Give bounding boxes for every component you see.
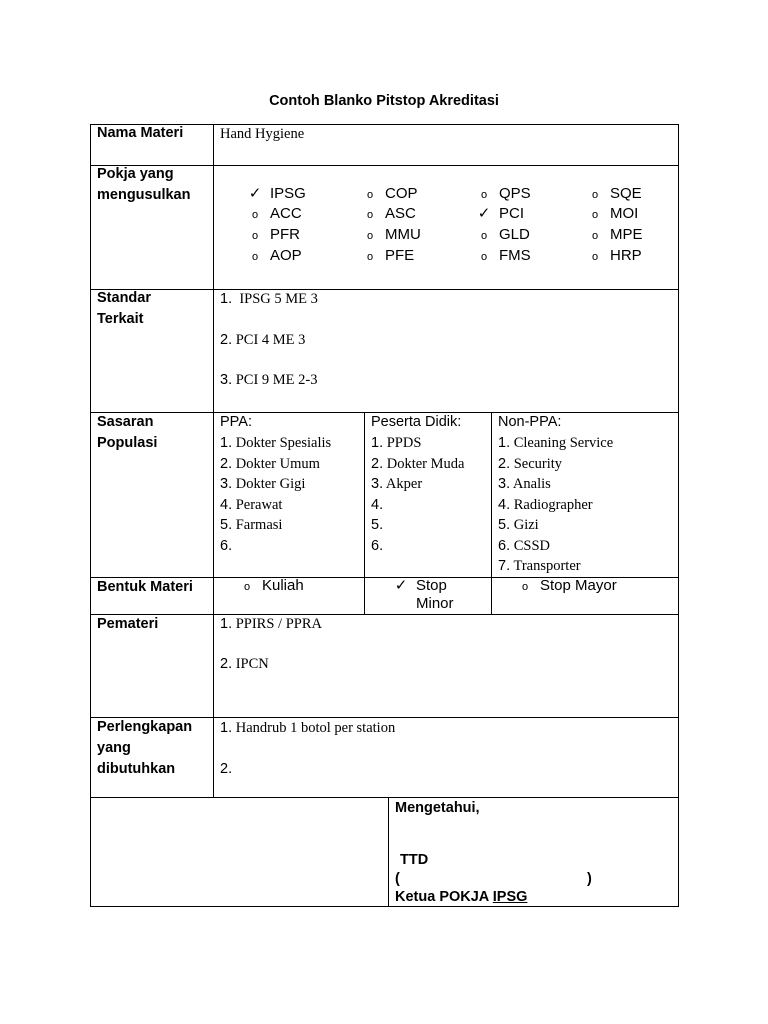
list-item: 4. Perawat (220, 496, 283, 513)
list-item: 2. Security (498, 455, 563, 472)
check-mark-icon: ✓ (248, 185, 262, 202)
standar-item: 3. PCI 9 ME 2-3 (220, 372, 318, 388)
pemateri-label: Pemateri (97, 616, 159, 632)
nama-materi-value: Hand Hygiene (220, 126, 305, 142)
hollow-circle-icon: o (591, 209, 599, 221)
list-item: 5. (371, 517, 384, 533)
sasaran-column-non-ppa (498, 412, 613, 577)
hollow-circle-icon: o (243, 581, 251, 593)
pokja-option-qps[interactable]: o QPS (469, 184, 531, 206)
pokja-option-mpe[interactable]: o MPE (580, 225, 643, 247)
list-item: 1. Cleaning Service (498, 435, 614, 451)
signature-paren-close: ) (587, 871, 592, 887)
hollow-circle-icon: o (251, 230, 259, 242)
list-item: 1. PPDS (371, 435, 422, 451)
perlengkapan-item: 2. (220, 761, 233, 777)
hollow-circle-icon: o (366, 209, 374, 221)
column-header: Peserta Didik: (371, 414, 462, 430)
list-item: 1. Dokter Spesialis (220, 435, 332, 451)
hollow-circle-icon: o (521, 581, 529, 593)
hollow-circle-icon: o (251, 251, 259, 263)
hollow-circle-icon: o (366, 189, 374, 201)
pokja-option-gld[interactable]: o GLD (469, 225, 530, 247)
sasaran-label: Sasaran Populasi (97, 414, 158, 451)
sasaran-column-divider (491, 412, 492, 615)
list-item: 6. (371, 537, 384, 554)
hollow-circle-icon: o (480, 189, 488, 201)
row-divider (90, 797, 679, 798)
column-header: PPA: (220, 414, 252, 430)
check-mark-icon: ✓ (394, 577, 408, 594)
list-item: 2. Dokter Umum (220, 455, 320, 472)
list-item: 2. Dokter Muda (371, 455, 465, 472)
check-mark-icon: ✓ (477, 205, 491, 222)
pokja-option-moi[interactable]: o MOI (580, 204, 638, 226)
signature-ttd: TTD (400, 852, 429, 868)
list-item: 7. Transporter (498, 558, 581, 574)
bentuk-option-kuliah[interactable]: o Kuliah (232, 577, 304, 596)
bentuk-materi-label: Bentuk Materi (97, 579, 193, 595)
pokja-option-ipsg[interactable]: ✓ IPSG (240, 184, 306, 205)
column-header: Non-PPA: (498, 414, 562, 430)
perlengkapan-label: Perlengkapan yang dibutuhkan (97, 719, 193, 777)
list-item: 3. Analis (498, 476, 551, 492)
signature-role: Ketua POKJA IPSG (395, 889, 528, 905)
document-title: Contoh Blanko Pitstop Akreditasi (269, 93, 499, 109)
list-item: 4. Radiographer (498, 496, 593, 513)
hollow-circle-icon: o (251, 209, 259, 221)
standar-item: 2. PCI 4 ME 3 (220, 332, 306, 348)
pokja-option-sqe[interactable]: o SQE (580, 184, 642, 206)
pokja-option-pfr[interactable]: o PFR (240, 225, 300, 247)
sasaran-column-ppa (220, 412, 331, 556)
hollow-circle-icon: o (366, 230, 374, 242)
signature-paren-open: ( (395, 871, 400, 887)
pokja-label: Pokja yang mengusulkan (97, 166, 191, 203)
signature-divider (388, 797, 389, 907)
hollow-circle-icon: o (591, 189, 599, 201)
hollow-circle-icon: o (480, 251, 488, 263)
nama-materi-label: Nama Materi (97, 125, 184, 141)
list-item: 6. CSSD (498, 537, 550, 554)
pokja-option-fms[interactable]: o FMS (469, 246, 531, 268)
hollow-circle-icon: o (366, 251, 374, 263)
list-item: 6. (220, 537, 233, 554)
pokja-option-cop[interactable]: o COP (355, 184, 418, 206)
hollow-circle-icon: o (591, 251, 599, 263)
table-border-bottom (90, 906, 679, 907)
table-border-left (90, 124, 91, 907)
standar-label: Standar Terkait (97, 290, 151, 327)
perlengkapan-item: 1. Handrub 1 botol per station (220, 720, 396, 736)
pokja-option-pci[interactable]: ✓ PCI (469, 204, 524, 225)
sasaran-column-peserta-didik (371, 412, 464, 556)
pokja-option-asc[interactable]: o ASC (355, 204, 416, 226)
hollow-circle-icon: o (480, 230, 488, 242)
signature-role-unit: IPSG (492, 889, 528, 905)
list-item: 5. Gizi (498, 517, 539, 533)
list-item: 4. (371, 496, 384, 513)
pokja-option-hrp[interactable]: o HRP (580, 246, 642, 268)
pemateri-item: 2. IPCN (220, 656, 269, 672)
list-item: 3. Dokter Gigi (220, 476, 306, 492)
pokja-option-mmu[interactable]: o MMU (355, 225, 421, 247)
list-item: 3. Akper (371, 476, 423, 492)
pokja-option-pfe[interactable]: o PFE (355, 246, 414, 268)
bentuk-option-stop-mayor[interactable]: o Stop Mayor (510, 577, 617, 596)
pokja-option-acc[interactable]: o ACC (240, 204, 302, 226)
bentuk-option-stop-minor[interactable]: ✓ Stop Minor (386, 577, 454, 613)
hollow-circle-icon: o (591, 230, 599, 242)
sasaran-column-divider (364, 412, 365, 615)
signature-heading: Mengetahui, (395, 800, 480, 816)
label-column-divider (213, 124, 214, 798)
row-divider (90, 289, 679, 290)
pokja-option-aop[interactable]: o AOP (240, 246, 302, 268)
standar-item: 1. IPSG 5 ME 3 (220, 291, 318, 307)
row-divider (90, 614, 679, 615)
pemateri-item: 1. PPIRS / PPRA (220, 616, 322, 632)
table-border-right (678, 124, 679, 907)
list-item: 5. Farmasi (220, 517, 283, 533)
